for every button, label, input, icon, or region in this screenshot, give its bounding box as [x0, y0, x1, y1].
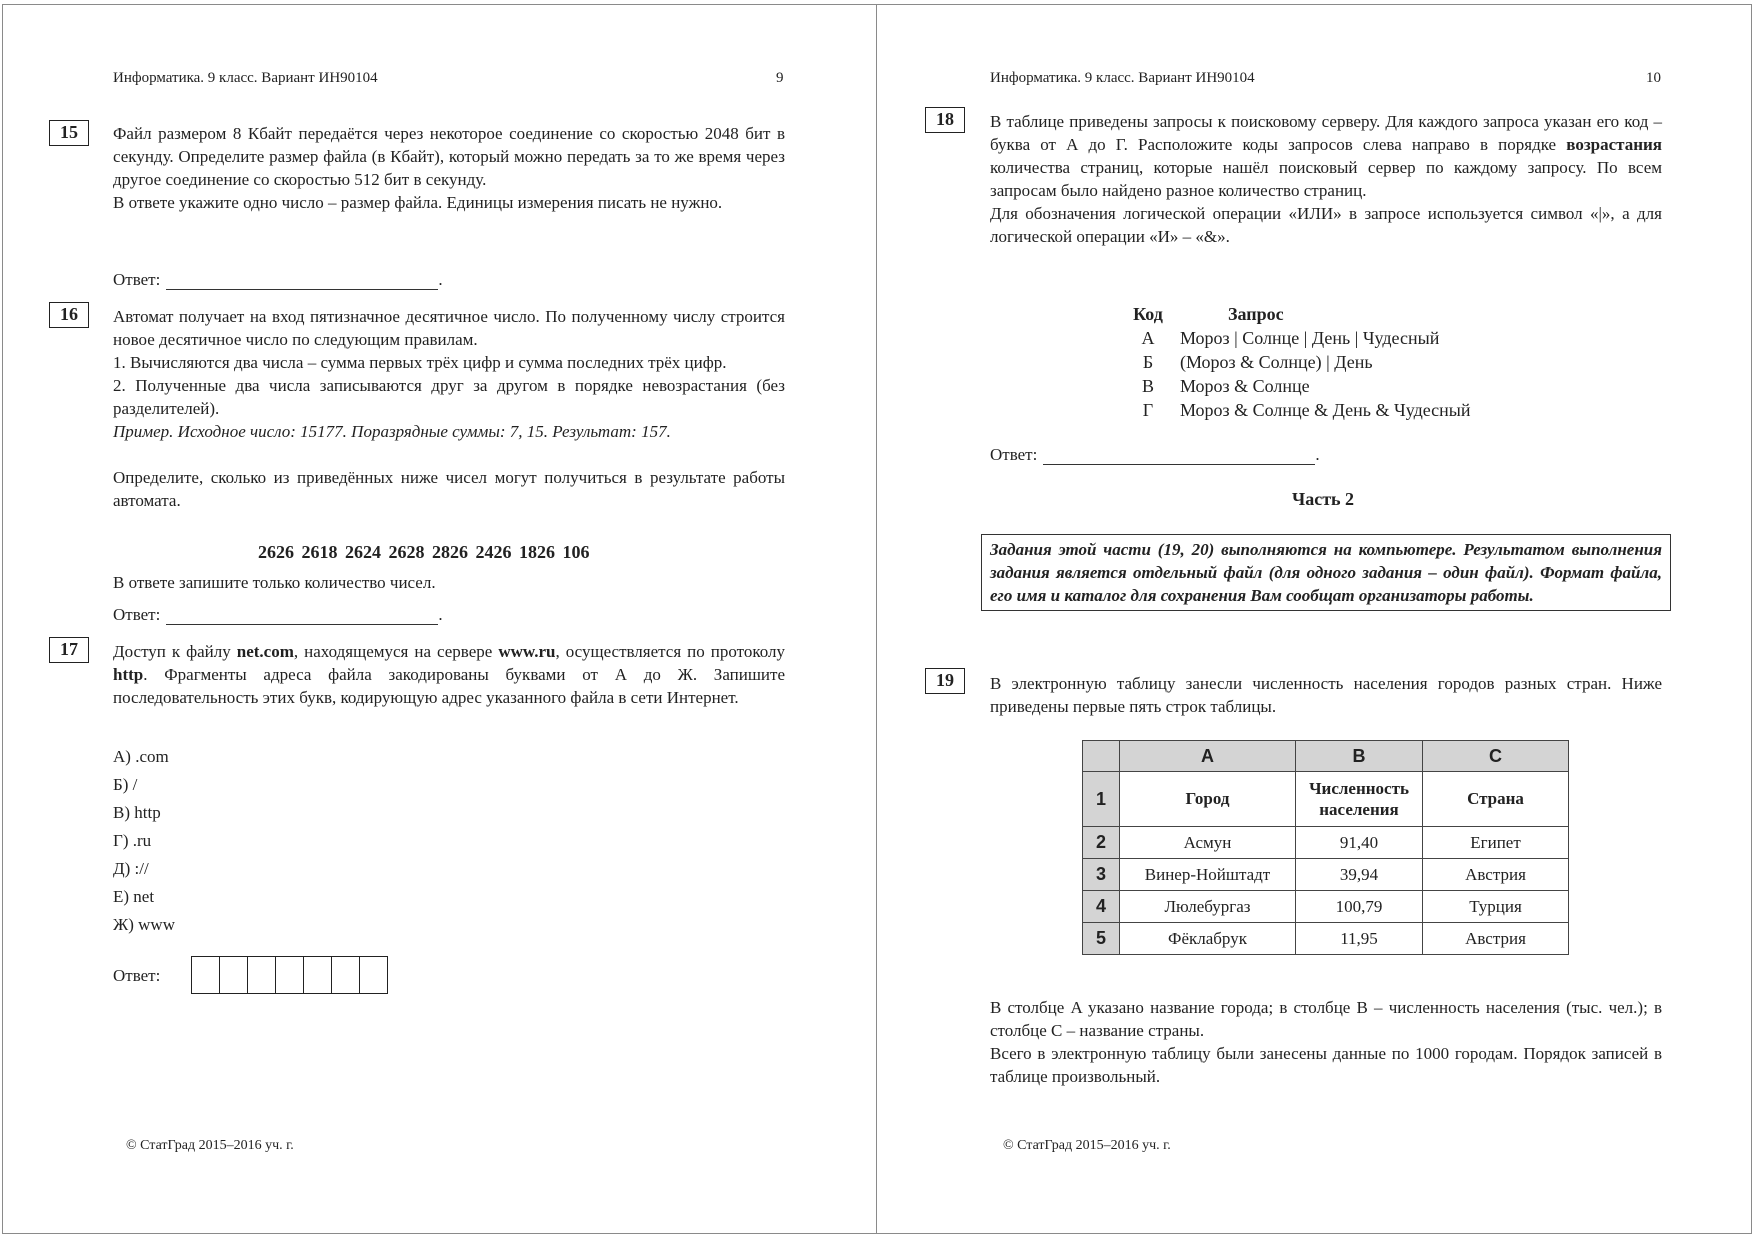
table-cell: Винер-Нойштадт: [1120, 859, 1296, 891]
task-19-text: В электронную таблицу занесли численность населения городов разных стран. Ниже приведены первые пять строк таблицы.: [990, 674, 1662, 716]
table-cell: Австрия: [1423, 923, 1569, 955]
query-table-code-header: Код: [1133, 303, 1163, 324]
left-page-header: Информатика. 9 класс. Вариант ИН90104: [113, 70, 378, 86]
task-15-instruction: В ответе укажите одно число – размер файла. Единицы измерения писать не нужно.: [113, 193, 723, 212]
answer-blank[interactable]: [166, 608, 438, 625]
column-header: C: [1423, 741, 1569, 772]
spreadsheet-table: [1082, 740, 1569, 955]
task-16-numbers: 2626 2618 2624 2628 2826 2426 1826 106: [258, 542, 590, 562]
task-17-answer-label: Ответ:: [113, 966, 161, 985]
answer-cell[interactable]: [359, 956, 388, 994]
query-text: (Мороз & Солнце) | День: [1180, 351, 1373, 372]
task-17-option: В) http: [113, 803, 161, 822]
part-2-title: Часть 2: [1292, 489, 1355, 509]
answer-label: Ответ:: [113, 270, 161, 289]
table-cell: Страна: [1423, 772, 1569, 827]
task-16-answer[interactable]: Ответ: .: [113, 605, 443, 624]
task-19-data-note: Всего в электронную таблицу были занесены данные по 1000 городам. Порядок записей в таблице произвольный.: [990, 1044, 1662, 1086]
task-16-text: [113, 305, 785, 512]
table-cell: 11,95: [1296, 923, 1423, 955]
table-cell: Египет: [1423, 827, 1569, 859]
file-name: net.com: [236, 642, 294, 661]
task-16-intro: Автомат получает на вход пятизначное десятичное число. По полученному числу строится новое десятичное число по следующим правилам.: [113, 307, 785, 349]
task-17-number: 17: [49, 637, 89, 663]
answer-cell[interactable]: [275, 956, 304, 994]
table-cell: Турция: [1423, 891, 1569, 923]
table-cell: Фёклабрук: [1120, 923, 1296, 955]
task-18-answer[interactable]: Ответ: .: [990, 445, 1320, 464]
task-17-option: Ж) www: [113, 915, 175, 934]
query-table-query-header: Запрос: [1228, 303, 1284, 324]
row-header: 4: [1083, 891, 1120, 923]
table-cell: 91,40: [1296, 827, 1423, 859]
answer-cell[interactable]: [247, 956, 276, 994]
task-18-note: Для обозначения логической операции «ИЛИ» в запросе используется символ «|», а для логической операции «И» – «&».: [990, 204, 1662, 246]
task-17-option: Б) /: [113, 775, 138, 794]
table-cell: Асмун: [1120, 827, 1296, 859]
answer-cell[interactable]: [331, 956, 360, 994]
corner-cell: [1083, 741, 1120, 772]
task-16-instruction: В ответе запишите только количество чисел.: [113, 573, 436, 592]
task-17-text: Доступ к файлу net.com, находящемуся на сервере www.ru, осуществляется по протоколу http. Фрагменты адреса файла закодированы буквами от А до Ж. Запишите последовательность этих букв, кодирующую адрес указанного файла в сети Интернет.: [113, 642, 785, 707]
task-16-rule-1: 1. Вычисляются два числа – сумма первых трёх цифр и сумма последних трёх цифр.: [113, 353, 727, 372]
answer-cell[interactable]: [191, 956, 220, 994]
table-cell: Люлебургаз: [1120, 891, 1296, 923]
protocol-name: http: [113, 665, 144, 684]
table-cell: 39,94: [1296, 859, 1423, 891]
answer-label: Ответ:: [990, 445, 1038, 464]
query-code: Г: [1142, 399, 1154, 420]
task-16-example: Пример. Исходное число: 15177. Поразрядные суммы: 7, 15. Результат: 157.: [113, 422, 671, 441]
task-17-option: Г) .ru: [113, 831, 152, 850]
table-cell: Австрия: [1423, 859, 1569, 891]
task-17-option: Д) ://: [113, 859, 149, 878]
table-cell: 100,79: [1296, 891, 1423, 923]
task-15-text: [113, 122, 785, 214]
answer-cell[interactable]: [303, 956, 332, 994]
column-header: B: [1296, 741, 1423, 772]
query-code: Б: [1142, 351, 1154, 372]
column-header: A: [1120, 741, 1296, 772]
query-text: Мороз | Солнце | День | Чудесный: [1180, 327, 1440, 348]
row-header: 3: [1083, 859, 1120, 891]
left-page-number: 9: [776, 70, 784, 86]
answer-blank[interactable]: [1043, 448, 1315, 465]
task-15-statement: Файл размером 8 Кбайт передаётся через некоторое соединение со скоростью 2048 бит в секунду. Определите размер файла (в Кбайт), который можно передать за то же время через другое соединение со скоростью 512 бит в секунду.: [113, 124, 785, 189]
row-header: 5: [1083, 923, 1120, 955]
query-code: В: [1141, 375, 1154, 396]
task-18-number: 18: [925, 107, 965, 133]
answer-cell[interactable]: [219, 956, 248, 994]
right-page-number: 10: [1646, 70, 1661, 86]
task-15-answer[interactable]: Ответ: .: [113, 270, 443, 289]
row-header: 1: [1083, 772, 1120, 827]
task-19-description: [990, 996, 1662, 1088]
task-16-task: Определите, сколько из приведённых ниже чисел могут получиться в результате работы автомата.: [113, 468, 785, 510]
answer-label: Ответ:: [113, 605, 161, 624]
right-page-footer: © СтатГрад 2015–2016 уч. г.: [1003, 1138, 1171, 1153]
task-19-columns-note: В столбце A указано название города; в столбце B – численность населения (тыс. чел.); в столбце C – название страны.: [990, 998, 1662, 1040]
answer-blank[interactable]: [166, 273, 438, 290]
task-18-text: В таблице приведены запросы к поисковому серверу. Для каждого запроса указан его код – буква от А до Г. Расположите коды запросов слева направо в порядке возрастания количества страниц, которые нашёл поисковый сервер по каждому запросу. По всем запросам было найдено разное количество страниц. Для обозначения логической операции «ИЛИ» в запросе используется символ «|», а для логической операции «И» – «&».: [990, 112, 1662, 246]
table-cell: Город: [1120, 772, 1296, 827]
task-17-answer-cells[interactable]: [192, 956, 388, 994]
right-page-header: Информатика. 9 класс. Вариант ИН90104: [990, 70, 1255, 86]
task-15-number: 15: [49, 120, 89, 146]
row-header: 2: [1083, 827, 1120, 859]
server-name: www.ru: [498, 642, 556, 661]
table-cell: Численность населения: [1296, 772, 1423, 827]
query-code: А: [1141, 327, 1155, 348]
query-text: Мороз & Солнце: [1180, 375, 1310, 396]
task-17-option: А) .com: [113, 747, 169, 766]
left-page-footer: © СтатГрад 2015–2016 уч. г.: [126, 1138, 294, 1153]
task-19-number: 19: [925, 668, 965, 694]
query-text: Мороз & Солнце & День & Чудесный: [1180, 399, 1471, 420]
query-table: [1128, 302, 1471, 422]
task-16-rule-2: 2. Полученные два числа записываются друг за другом в порядке невозрастания (без разделителей).: [113, 376, 785, 418]
task-17-option: Е) net: [113, 887, 155, 906]
task-16-number: 16: [49, 302, 89, 328]
part-2-instructions: Задания этой части (19, 20) выполняются на компьютере. Результатом выполнения задания является отдельный файл (для одного задания – один файл). Формат файла, его имя и каталог для сохранения Вам сообщат организаторы работы.: [981, 534, 1671, 611]
